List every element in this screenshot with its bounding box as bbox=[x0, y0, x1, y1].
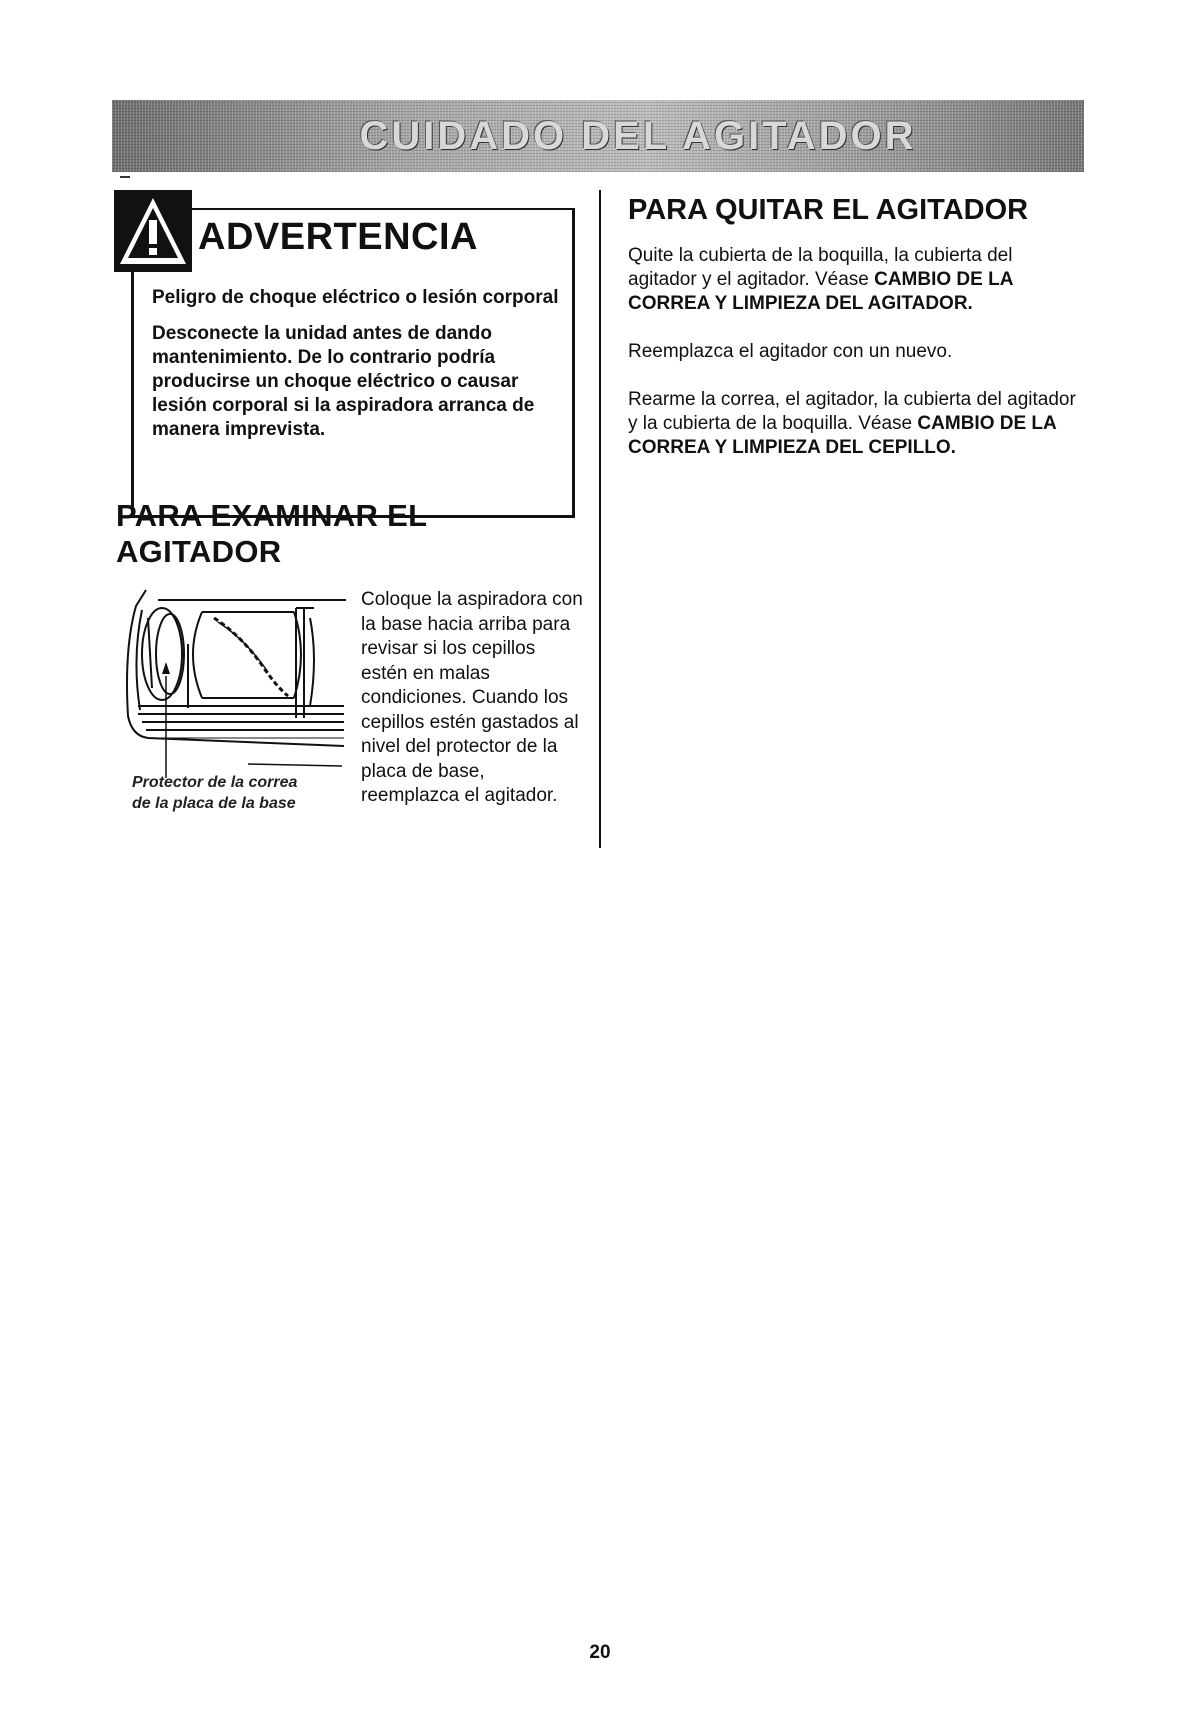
remove-paragraph-1 bbox=[628, 244, 1076, 316]
warning-title: ADVERTENCIA bbox=[198, 216, 478, 258]
remove-heading: PARA QUITAR EL AGITADOR bbox=[628, 194, 1029, 226]
remove-p3-reference: CAMBIO DE LA CORREA Y LIMPIEZA DEL CEPILLO. bbox=[628, 413, 1057, 458]
section-title: CUIDADO DEL AGITADOR bbox=[359, 113, 917, 158]
warning-triangle-icon bbox=[114, 190, 192, 272]
remove-body bbox=[628, 244, 1076, 484]
banner-tick-mark bbox=[120, 176, 130, 178]
remove-paragraph-3 bbox=[628, 388, 1076, 460]
column-divider bbox=[599, 190, 601, 848]
remove-p1-reference: CAMBIO DE LA CORREA Y LIMPIEZA DEL AGITADOR. bbox=[628, 269, 1013, 314]
remove-paragraph-2: Reemplazca el agitador con un nuevo. bbox=[628, 341, 953, 362]
figure-caption bbox=[132, 772, 342, 814]
examine-heading: PARA EXAMINAR EL AGITADOR bbox=[116, 498, 427, 569]
remove-p3-text: Rearme la correa, el agitador, la cubierta del agitador y la cubierta de la boquilla. Véase bbox=[628, 389, 1076, 434]
section-banner bbox=[112, 100, 1084, 172]
warning-text bbox=[152, 286, 562, 454]
page-number: 20 bbox=[589, 1642, 611, 1663]
figure-caption-line: Protector de la correa bbox=[132, 774, 298, 791]
warning-hazard: Peligro de choque eléctrico o lesión corporal bbox=[152, 287, 559, 308]
agitator-illustration bbox=[118, 588, 348, 778]
warning-instruction: Desconecte la unidad antes de dando mantenimiento. De lo contrario podría producirse un choque eléctrico o causar lesión corporal si la aspiradora arranca de manera imprevista. bbox=[152, 323, 535, 440]
figure-caption-line: de la placa de la base bbox=[132, 795, 296, 812]
examine-body: Coloque la aspiradora con la base hacia arriba para revisar si los cepillos estén en malas condiciones. Cuando los cepillos estén gastados al nivel del protector de la placa de base, reemplazca el agitador. bbox=[361, 589, 583, 806]
remove-p1-text: Quite la cubierta de la boquilla, la cubierta del agitador y el agitador. Véase bbox=[628, 245, 1013, 290]
